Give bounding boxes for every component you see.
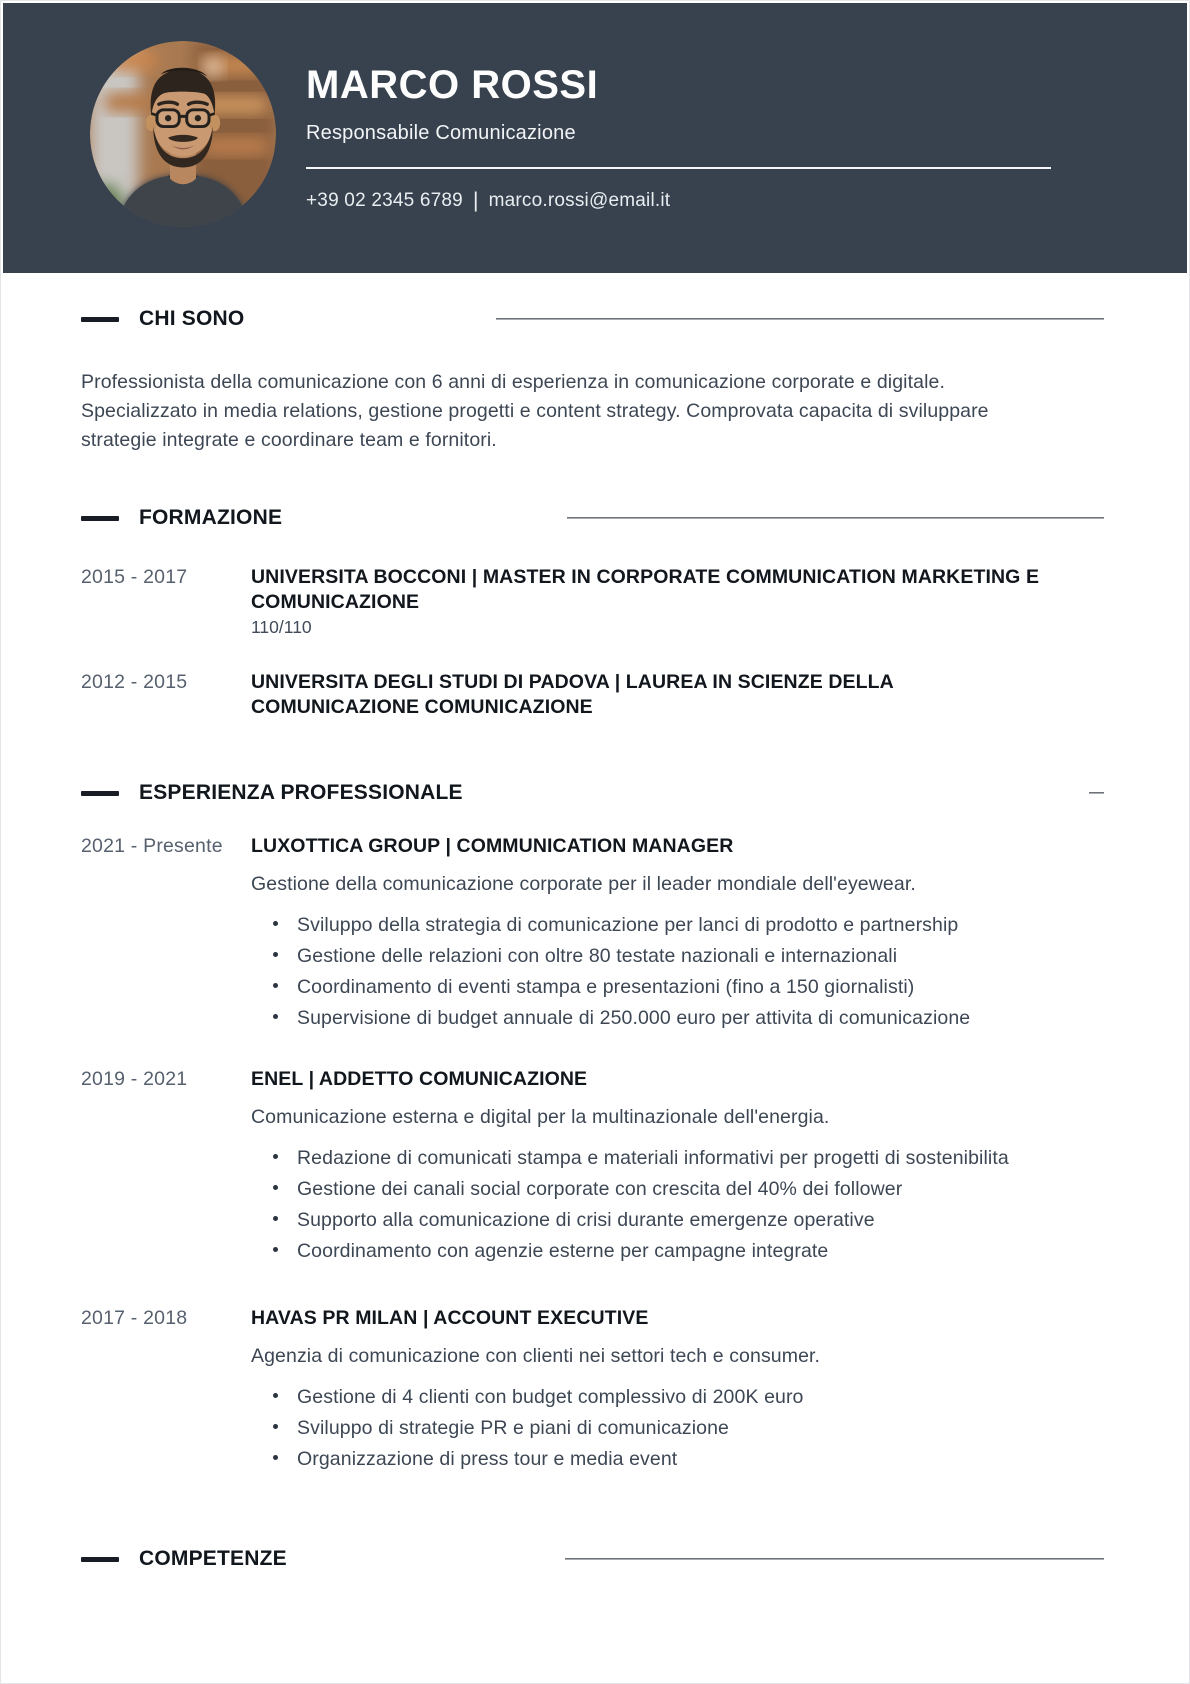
profile-photo-illustration xyxy=(90,41,276,227)
avatar xyxy=(90,41,276,227)
experience-title: LUXOTTICA GROUP | COMMUNICATION MANAGER xyxy=(251,835,734,857)
bullet-text: Sviluppo della strategia di comunicazione per lanci di prodotto e partnership xyxy=(297,914,959,936)
phone-number: +39 02 2345 6789 xyxy=(306,190,463,211)
heading-dash-icon xyxy=(81,791,119,796)
section-heading-skills xyxy=(81,1546,1104,1572)
bullet-item xyxy=(251,1385,1104,1409)
bullet-text: Coordinamento di eventi stampa e presentazioni (fino a 150 giornalisti) xyxy=(297,976,915,998)
bullet-icon xyxy=(273,952,278,957)
heading-dash-icon xyxy=(81,1557,119,1562)
bullet-icon xyxy=(273,1154,278,1159)
experience-period: 2021 - Presente xyxy=(81,835,223,857)
experience-description: Agenzia di comunicazione con clienti nei settori tech e consumer. xyxy=(251,1345,821,1367)
bullet-icon xyxy=(273,1185,278,1190)
contact-line xyxy=(306,189,1187,213)
bullet-icon xyxy=(273,1393,278,1398)
heading-rule xyxy=(1089,792,1104,794)
bullet-text: Gestione dei canali social corporate con crescita del 40% dei follower xyxy=(297,1178,903,1200)
experience-bullet-list xyxy=(251,1146,1104,1263)
bullet-icon xyxy=(273,1247,278,1252)
experience-title: ENEL | ADDETTO COMUNICAZIONE xyxy=(251,1068,588,1090)
resume-header xyxy=(3,3,1187,273)
resume-body xyxy=(1,306,1189,1572)
contact-separator: | xyxy=(472,189,479,212)
person-role: Responsabile Comunicazione xyxy=(306,122,576,144)
experience-bullet-list xyxy=(251,1385,1104,1471)
experience-entry xyxy=(81,1067,1104,1270)
bullet-icon xyxy=(273,1424,278,1429)
experience-entry xyxy=(81,1306,1104,1478)
bullet-item xyxy=(251,913,1104,937)
bullet-item xyxy=(251,1146,1104,1170)
section-title-experience: ESPERIENZA PROFESSIONALE xyxy=(139,781,463,804)
education-period: 2012 - 2015 xyxy=(81,671,188,693)
bullet-icon xyxy=(273,983,278,988)
bullet-icon xyxy=(273,921,278,926)
bullet-item xyxy=(251,975,1104,999)
bullet-text: Coordinamento con agenzie esterne per campagne integrate xyxy=(297,1240,829,1262)
section-title-education: FORMAZIONE xyxy=(139,506,283,529)
bullet-text: Supervisione di budget annuale di 250.000 euro per attivita di comunicazione xyxy=(297,1007,971,1029)
bullet-item xyxy=(251,1239,1104,1263)
experience-entry xyxy=(81,834,1104,1037)
bullet-item xyxy=(251,1208,1104,1232)
bullet-text: Gestione delle relazioni con oltre 80 testate nazionali e internazionali xyxy=(297,945,898,967)
bullet-icon xyxy=(273,1216,278,1221)
section-title-skills: COMPETENZE xyxy=(139,1547,287,1570)
section-heading-about xyxy=(81,306,1104,332)
heading-dash-icon xyxy=(81,317,119,322)
bullet-item xyxy=(251,1006,1104,1030)
experience-description: Comunicazione esterna e digital per la multinazionale dell'energia. xyxy=(251,1106,830,1128)
experience-bullet-list xyxy=(251,913,1104,1030)
header-divider xyxy=(306,167,1051,169)
bullet-text: Organizzazione di press tour e media event xyxy=(297,1448,678,1470)
experience-period: 2019 - 2021 xyxy=(81,1068,188,1090)
education-grade: 110/110 xyxy=(251,617,312,637)
experience-title: HAVAS PR MILAN | ACCOUNT EXECUTIVE xyxy=(251,1307,649,1329)
heading-dash-icon xyxy=(81,516,119,521)
heading-rule xyxy=(565,1558,1104,1560)
person-name: MARCO ROSSI xyxy=(306,63,599,107)
experience-period: 2017 - 2018 xyxy=(81,1307,188,1329)
education-title: UNIVERSITA BOCCONI | MASTER IN CORPORATE COMMUNICATION MARKETING E COMUNICAZIONE xyxy=(251,566,1040,613)
bullet-text: Sviluppo di strategie PR e piani di comunicazione xyxy=(297,1417,729,1439)
section-title-about: CHI SONO xyxy=(139,307,245,330)
bullet-text: Redazione di comunicati stampa e materiali informativi per progetti di sostenibilita xyxy=(297,1147,1009,1169)
bullet-item xyxy=(251,944,1104,968)
education-title: UNIVERSITA DEGLI STUDI DI PADOVA | LAUREA IN SCIENZE DELLA COMUNICAZIONE COMUNICAZIONE xyxy=(251,671,894,718)
education-entry xyxy=(81,565,1104,638)
bullet-text: Supporto alla comunicazione di crisi durante emergenze operative xyxy=(297,1209,875,1231)
bullet-item xyxy=(251,1447,1104,1471)
heading-rule xyxy=(496,318,1104,320)
section-heading-experience xyxy=(81,780,1104,806)
heading-rule xyxy=(567,517,1104,519)
bullet-item xyxy=(251,1177,1104,1201)
bullet-item xyxy=(251,1416,1104,1440)
education-entry xyxy=(81,670,1104,720)
experience-description: Gestione della comunicazione corporate per il leader mondiale dell'eyewear. xyxy=(251,873,916,895)
bullet-icon xyxy=(273,1455,278,1460)
section-heading-education xyxy=(81,505,1104,531)
bullet-icon xyxy=(273,1014,278,1019)
about-paragraph: Professionista della comunicazione con 6 anni di esperienza in comunicazione corporate e digitale. Specializzato in media relations, gestione progetti e content strategy. Comprovata capacita di sviluppare strategie integrate e coordinare team e fornitori. xyxy=(81,371,989,451)
email-address: marco.rossi@email.it xyxy=(488,190,671,211)
education-period: 2015 - 2017 xyxy=(81,566,188,588)
bullet-text: Gestione di 4 clienti con budget complessivo di 200K euro xyxy=(297,1386,804,1408)
